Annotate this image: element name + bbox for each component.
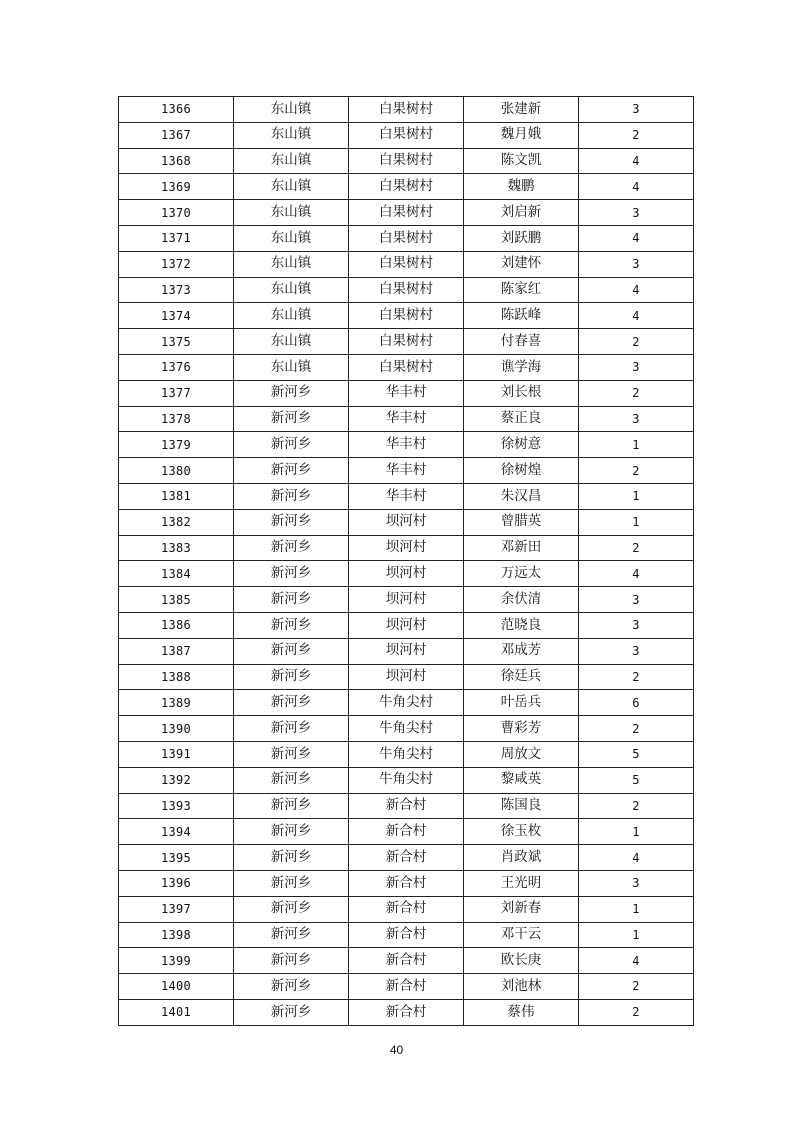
serial-number-cell: 1395 <box>119 845 234 871</box>
township-cell: 新河乡 <box>234 922 349 948</box>
name-cell: 魏鹏 <box>464 174 579 200</box>
serial-number-cell: 1371 <box>119 225 234 251</box>
village-cell: 白果树村 <box>349 303 464 329</box>
name-cell: 曾腊英 <box>464 509 579 535</box>
serial-number-cell: 1383 <box>119 535 234 561</box>
count-cell: 4 <box>579 948 694 974</box>
township-cell: 新河乡 <box>234 612 349 638</box>
name-cell: 蔡伟 <box>464 999 579 1025</box>
township-cell: 东山镇 <box>234 174 349 200</box>
township-cell: 新河乡 <box>234 432 349 458</box>
count-cell: 5 <box>579 767 694 793</box>
serial-number-cell: 1385 <box>119 587 234 613</box>
table-row <box>119 690 694 716</box>
serial-number-cell: 1372 <box>119 251 234 277</box>
table-row <box>119 535 694 561</box>
village-cell: 新合村 <box>349 922 464 948</box>
township-cell: 新河乡 <box>234 948 349 974</box>
name-cell: 刘启新 <box>464 200 579 226</box>
table-row <box>119 380 694 406</box>
village-cell: 坝河村 <box>349 561 464 587</box>
serial-number-cell: 1373 <box>119 277 234 303</box>
count-cell: 1 <box>579 483 694 509</box>
name-cell: 张建新 <box>464 97 579 123</box>
township-cell: 新河乡 <box>234 793 349 819</box>
records-table <box>118 96 694 1026</box>
name-cell: 徐廷兵 <box>464 664 579 690</box>
serial-number-cell: 1367 <box>119 122 234 148</box>
serial-number-cell: 1384 <box>119 561 234 587</box>
page-number: 40 <box>389 1043 404 1057</box>
village-cell: 坝河村 <box>349 612 464 638</box>
count-cell: 4 <box>579 225 694 251</box>
township-cell: 新河乡 <box>234 587 349 613</box>
table-row <box>119 561 694 587</box>
name-cell: 付春喜 <box>464 329 579 355</box>
table-row <box>119 251 694 277</box>
village-cell: 牛角尖村 <box>349 767 464 793</box>
count-cell: 2 <box>579 664 694 690</box>
serial-number-cell: 1396 <box>119 870 234 896</box>
village-cell: 华丰村 <box>349 432 464 458</box>
name-cell: 余伏清 <box>464 587 579 613</box>
name-cell: 周放文 <box>464 741 579 767</box>
name-cell: 黎咸英 <box>464 767 579 793</box>
serial-number-cell: 1386 <box>119 612 234 638</box>
count-cell: 4 <box>579 303 694 329</box>
table-row <box>119 277 694 303</box>
township-cell: 新河乡 <box>234 896 349 922</box>
township-cell: 新河乡 <box>234 716 349 742</box>
township-cell: 新河乡 <box>234 535 349 561</box>
count-cell: 1 <box>579 896 694 922</box>
count-cell: 3 <box>579 200 694 226</box>
serial-number-cell: 1377 <box>119 380 234 406</box>
count-cell: 1 <box>579 922 694 948</box>
township-cell: 东山镇 <box>234 97 349 123</box>
village-cell: 牛角尖村 <box>349 690 464 716</box>
table-row <box>119 819 694 845</box>
count-cell: 2 <box>579 458 694 484</box>
township-cell: 新河乡 <box>234 458 349 484</box>
table-row <box>119 406 694 432</box>
village-cell: 白果树村 <box>349 251 464 277</box>
village-cell: 新合村 <box>349 793 464 819</box>
name-cell: 陈家红 <box>464 277 579 303</box>
name-cell: 徐树意 <box>464 432 579 458</box>
township-cell: 新河乡 <box>234 690 349 716</box>
name-cell: 刘池林 <box>464 974 579 1000</box>
name-cell: 肖政斌 <box>464 845 579 871</box>
table-row <box>119 999 694 1025</box>
count-cell: 3 <box>579 354 694 380</box>
table-row <box>119 483 694 509</box>
name-cell: 邓干云 <box>464 922 579 948</box>
serial-number-cell: 1392 <box>119 767 234 793</box>
serial-number-cell: 1387 <box>119 638 234 664</box>
serial-number-cell: 1399 <box>119 948 234 974</box>
count-cell: 1 <box>579 819 694 845</box>
township-cell: 东山镇 <box>234 277 349 303</box>
village-cell: 坝河村 <box>349 664 464 690</box>
township-cell: 新河乡 <box>234 483 349 509</box>
name-cell: 朱汉昌 <box>464 483 579 509</box>
township-cell: 新河乡 <box>234 406 349 432</box>
township-cell: 东山镇 <box>234 225 349 251</box>
count-cell: 3 <box>579 870 694 896</box>
name-cell: 曹彩芳 <box>464 716 579 742</box>
count-cell: 1 <box>579 509 694 535</box>
name-cell: 王光明 <box>464 870 579 896</box>
township-cell: 东山镇 <box>234 354 349 380</box>
table-row <box>119 845 694 871</box>
serial-number-cell: 1398 <box>119 922 234 948</box>
name-cell: 刘跃鹏 <box>464 225 579 251</box>
table-row <box>119 587 694 613</box>
name-cell: 欧长庚 <box>464 948 579 974</box>
count-cell: 2 <box>579 999 694 1025</box>
table-row <box>119 97 694 123</box>
village-cell: 华丰村 <box>349 406 464 432</box>
name-cell: 徐玉枚 <box>464 819 579 845</box>
serial-number-cell: 1369 <box>119 174 234 200</box>
count-cell: 3 <box>579 638 694 664</box>
serial-number-cell: 1382 <box>119 509 234 535</box>
table-row <box>119 458 694 484</box>
township-cell: 新河乡 <box>234 999 349 1025</box>
name-cell: 刘新春 <box>464 896 579 922</box>
township-cell: 新河乡 <box>234 767 349 793</box>
count-cell: 3 <box>579 587 694 613</box>
village-cell: 华丰村 <box>349 458 464 484</box>
village-cell: 白果树村 <box>349 354 464 380</box>
table-row <box>119 329 694 355</box>
serial-number-cell: 1374 <box>119 303 234 329</box>
village-cell: 坝河村 <box>349 535 464 561</box>
name-cell: 陈跃峰 <box>464 303 579 329</box>
table-row <box>119 354 694 380</box>
village-cell: 新合村 <box>349 845 464 871</box>
village-cell: 新合村 <box>349 896 464 922</box>
table-row <box>119 612 694 638</box>
serial-number-cell: 1401 <box>119 999 234 1025</box>
count-cell: 4 <box>579 174 694 200</box>
table-row <box>119 870 694 896</box>
village-cell: 白果树村 <box>349 200 464 226</box>
count-cell: 3 <box>579 406 694 432</box>
village-cell: 白果树村 <box>349 277 464 303</box>
table-row <box>119 948 694 974</box>
count-cell: 6 <box>579 690 694 716</box>
name-cell: 谯学海 <box>464 354 579 380</box>
serial-number-cell: 1394 <box>119 819 234 845</box>
village-cell: 白果树村 <box>349 122 464 148</box>
table-row <box>119 741 694 767</box>
count-cell: 4 <box>579 277 694 303</box>
name-cell: 魏月娥 <box>464 122 579 148</box>
township-cell: 东山镇 <box>234 148 349 174</box>
count-cell: 1 <box>579 432 694 458</box>
township-cell: 新河乡 <box>234 509 349 535</box>
village-cell: 新合村 <box>349 999 464 1025</box>
serial-number-cell: 1400 <box>119 974 234 1000</box>
village-cell: 新合村 <box>349 819 464 845</box>
serial-number-cell: 1376 <box>119 354 234 380</box>
township-cell: 新河乡 <box>234 664 349 690</box>
records-table-body <box>119 97 694 1026</box>
table-row <box>119 638 694 664</box>
count-cell: 2 <box>579 329 694 355</box>
table-row <box>119 767 694 793</box>
serial-number-cell: 1389 <box>119 690 234 716</box>
count-cell: 2 <box>579 793 694 819</box>
table-row <box>119 122 694 148</box>
village-cell: 华丰村 <box>349 380 464 406</box>
township-cell: 东山镇 <box>234 303 349 329</box>
serial-number-cell: 1366 <box>119 97 234 123</box>
count-cell: 3 <box>579 251 694 277</box>
township-cell: 新河乡 <box>234 870 349 896</box>
township-cell: 新河乡 <box>234 741 349 767</box>
village-cell: 白果树村 <box>349 148 464 174</box>
township-cell: 新河乡 <box>234 845 349 871</box>
serial-number-cell: 1393 <box>119 793 234 819</box>
name-cell: 刘建怀 <box>464 251 579 277</box>
name-cell: 叶岳兵 <box>464 690 579 716</box>
count-cell: 2 <box>579 716 694 742</box>
township-cell: 新河乡 <box>234 819 349 845</box>
table-row <box>119 432 694 458</box>
table-row <box>119 664 694 690</box>
table-row <box>119 974 694 1000</box>
count-cell: 3 <box>579 97 694 123</box>
village-cell: 新合村 <box>349 870 464 896</box>
table-row <box>119 148 694 174</box>
serial-number-cell: 1380 <box>119 458 234 484</box>
count-cell: 2 <box>579 380 694 406</box>
name-cell: 陈文凯 <box>464 148 579 174</box>
count-cell: 5 <box>579 741 694 767</box>
name-cell: 陈国良 <box>464 793 579 819</box>
township-cell: 新河乡 <box>234 638 349 664</box>
village-cell: 白果树村 <box>349 97 464 123</box>
serial-number-cell: 1375 <box>119 329 234 355</box>
count-cell: 4 <box>579 148 694 174</box>
village-cell: 牛角尖村 <box>349 741 464 767</box>
table-row <box>119 716 694 742</box>
count-cell: 2 <box>579 535 694 561</box>
table-row <box>119 896 694 922</box>
table-row <box>119 509 694 535</box>
table-row <box>119 303 694 329</box>
township-cell: 新河乡 <box>234 380 349 406</box>
township-cell: 东山镇 <box>234 122 349 148</box>
village-cell: 白果树村 <box>349 329 464 355</box>
serial-number-cell: 1390 <box>119 716 234 742</box>
table-row <box>119 793 694 819</box>
table-row <box>119 225 694 251</box>
township-cell: 新河乡 <box>234 974 349 1000</box>
name-cell: 蔡正良 <box>464 406 579 432</box>
serial-number-cell: 1368 <box>119 148 234 174</box>
table-row <box>119 174 694 200</box>
serial-number-cell: 1379 <box>119 432 234 458</box>
village-cell: 新合村 <box>349 948 464 974</box>
serial-number-cell: 1370 <box>119 200 234 226</box>
township-cell: 东山镇 <box>234 251 349 277</box>
village-cell: 坝河村 <box>349 509 464 535</box>
village-cell: 坝河村 <box>349 587 464 613</box>
count-cell: 4 <box>579 845 694 871</box>
serial-number-cell: 1397 <box>119 896 234 922</box>
count-cell: 2 <box>579 974 694 1000</box>
serial-number-cell: 1391 <box>119 741 234 767</box>
serial-number-cell: 1388 <box>119 664 234 690</box>
village-cell: 牛角尖村 <box>349 716 464 742</box>
village-cell: 坝河村 <box>349 638 464 664</box>
count-cell: 4 <box>579 561 694 587</box>
name-cell: 刘长根 <box>464 380 579 406</box>
name-cell: 范晓良 <box>464 612 579 638</box>
village-cell: 华丰村 <box>349 483 464 509</box>
township-cell: 东山镇 <box>234 200 349 226</box>
count-cell: 2 <box>579 122 694 148</box>
table-row <box>119 200 694 226</box>
serial-number-cell: 1378 <box>119 406 234 432</box>
village-cell: 新合村 <box>349 974 464 1000</box>
township-cell: 新河乡 <box>234 561 349 587</box>
name-cell: 万远太 <box>464 561 579 587</box>
township-cell: 东山镇 <box>234 329 349 355</box>
table-row <box>119 922 694 948</box>
village-cell: 白果树村 <box>349 225 464 251</box>
name-cell: 邓新田 <box>464 535 579 561</box>
name-cell: 徐树煌 <box>464 458 579 484</box>
serial-number-cell: 1381 <box>119 483 234 509</box>
village-cell: 白果树村 <box>349 174 464 200</box>
name-cell: 邓成芳 <box>464 638 579 664</box>
count-cell: 3 <box>579 612 694 638</box>
